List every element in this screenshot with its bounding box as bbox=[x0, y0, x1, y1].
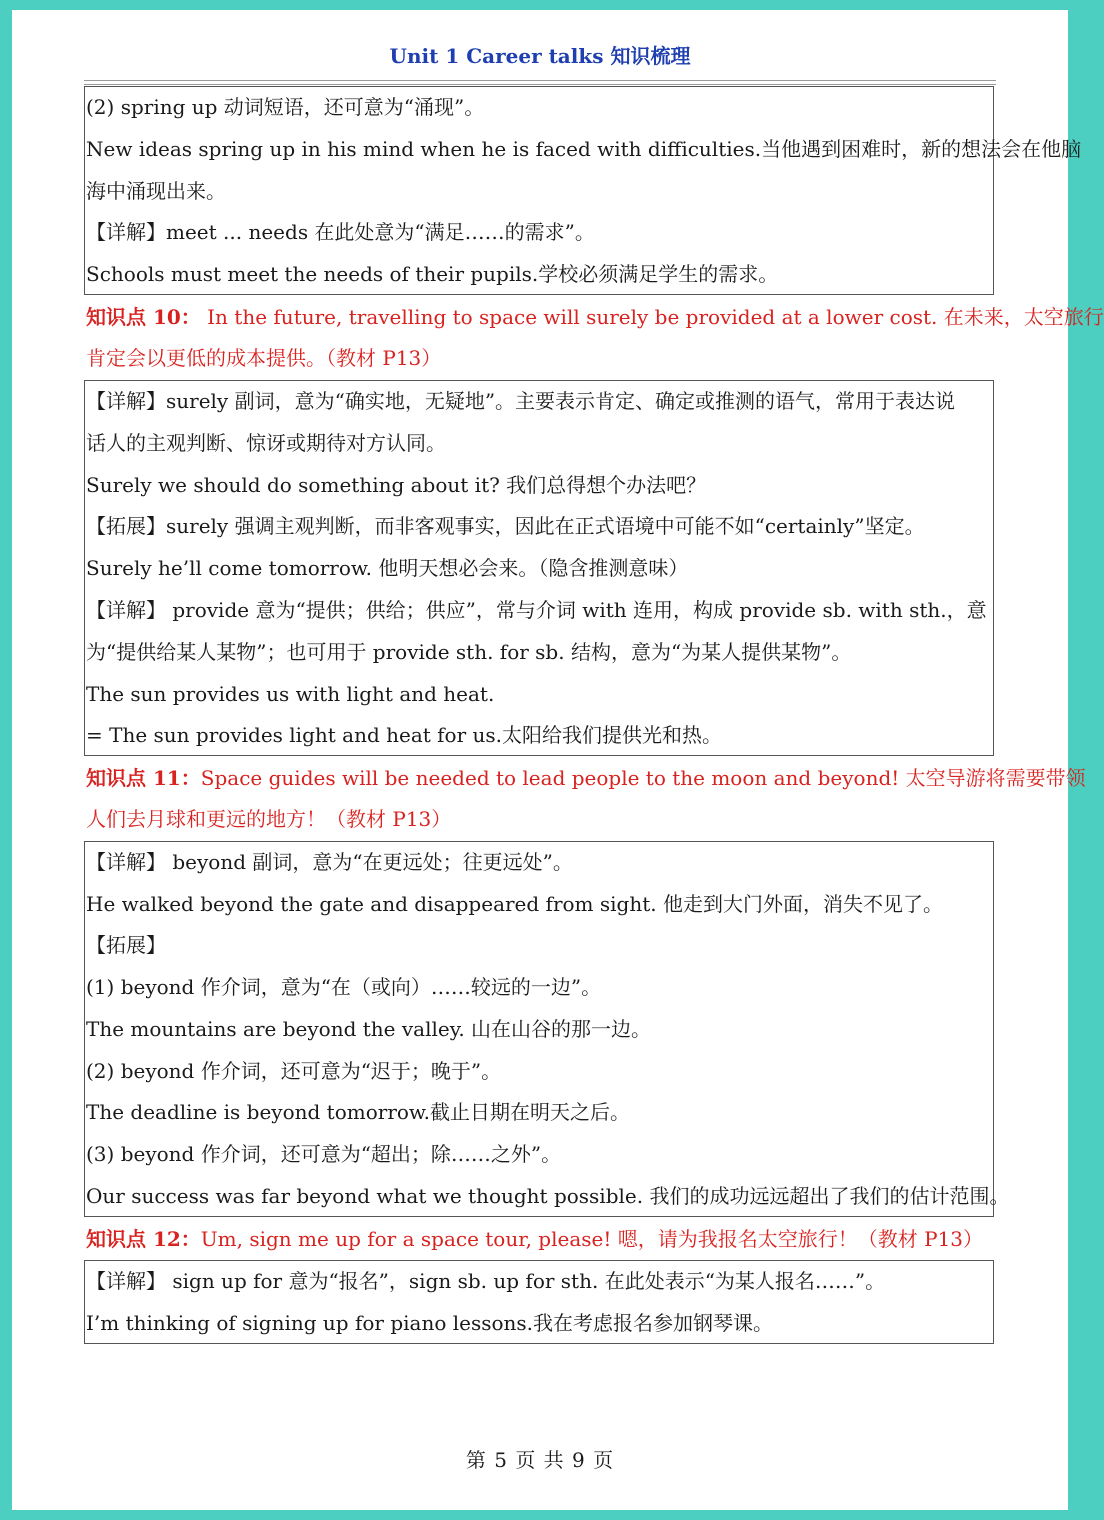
point-text: In the future, travelling to space will surely be provided at a lower cost. 在未来，太空旅行 bbox=[200, 305, 1104, 329]
box3-line: (3) beyond 作介词，还可意为“超出；除……之外”。 bbox=[86, 1142, 562, 1166]
box2-line: 为“提供给某人某物”；也可用于 provide sth. for sb. 结构，意为“为某人提供某物”。 bbox=[86, 640, 852, 664]
box2-line: 【拓展】surely 强调主观判断，而非客观事实，因此在正式语境中可能不如“certainly”坚定。 bbox=[86, 514, 925, 538]
knowledge-point-10-cont: 肯定会以更低的成本提供。（教材 P13） bbox=[86, 346, 442, 370]
box2-line: The sun provides us with light and heat. bbox=[86, 682, 495, 706]
box3-line: 【详解】 beyond 副词，意为“在更远处；往更远处”。 bbox=[86, 850, 573, 874]
box3-line: 【拓展】 bbox=[86, 933, 166, 957]
box4-line: 【详解】 sign up for 意为“报名”，sign sb. up for sth. 在此处表示“为某人报名……”。 bbox=[86, 1269, 886, 1293]
box1-line: 【详解】meet ... needs 在此处意为“满足……的需求”。 bbox=[86, 220, 595, 244]
box1-line: 海中涌现出来。 bbox=[86, 179, 226, 203]
header-rule bbox=[84, 84, 996, 85]
point-label: 知识点 12： bbox=[86, 1227, 201, 1251]
knowledge-point-11 bbox=[86, 757, 1086, 799]
knowledge-point-10 bbox=[86, 296, 1104, 338]
page-number: 第 5 页 共 9 页 bbox=[465, 1448, 615, 1472]
box2-line: 话人的主观判断、惊讶或期待对方认同。 bbox=[86, 431, 446, 455]
box2-line: Surely we should do something about it? 我们总得想个办法吧？ bbox=[86, 473, 707, 497]
point-label: 知识点 10： bbox=[86, 305, 201, 329]
box3-line: The mountains are beyond the valley. 山在山谷的那一边。 bbox=[86, 1017, 652, 1041]
knowledge-point-12 bbox=[86, 1218, 998, 1260]
box2-line: 【详解】 provide 意为“提供；供给；供应”，常与介词 with 连用，构成 provide sb. with sth.，意 bbox=[86, 598, 987, 622]
box2-line: Surely he’ll come tomorrow. 他明天想必会来。（隐含推测意味） bbox=[86, 556, 689, 580]
box3-line: The deadline is beyond tomorrow.截止日期在明天之后。 bbox=[86, 1100, 631, 1124]
box2-line: 【详解】surely 副词，意为“确实地，无疑地”。主要表示肯定、确定或推测的语气，常用于表达说 bbox=[86, 389, 956, 413]
page-title: Unit 1 Career talks 知识梳理 bbox=[389, 44, 691, 68]
point-text: Um, sign me up for a space tour, please! 嗯，请为我报名太空旅行！（教材 P13） bbox=[200, 1227, 984, 1251]
box3-line: (1) beyond 作介词，意为“在（或向）……较远的一边”。 bbox=[86, 975, 602, 999]
box3-line: (2) beyond 作介词，还可意为“迟于；晚于”。 bbox=[86, 1059, 502, 1083]
box1-line: New ideas spring up in his mind when he is faced with difficulties.当他遇到困难时，新的想法会在他脑 bbox=[86, 137, 1082, 161]
knowledge-point-11-cont: 人们去月球和更远的地方！（教材 P13） bbox=[86, 807, 452, 831]
header-rule bbox=[84, 80, 996, 81]
box3-line: He walked beyond the gate and disappeared from sight. 他走到大门外面，消失不见了。 bbox=[86, 892, 943, 916]
box2-line: = The sun provides light and heat for us.太阳给我们提供光和热。 bbox=[86, 723, 723, 747]
box4-line: I’m thinking of signing up for piano lessons.我在考虑报名参加钢琴课。 bbox=[86, 1311, 774, 1335]
point-text: Space guides will be needed to lead people to the moon and beyond! 太空导游将需要带领 bbox=[200, 766, 1086, 790]
box1-line: (2) spring up 动词短语，还可意为“涌现”。 bbox=[86, 95, 485, 119]
box3-line: Our success was far beyond what we thought possible. 我们的成功远远超出了我们的估计范围。 bbox=[86, 1184, 1010, 1208]
point-label: 知识点 11： bbox=[86, 766, 201, 790]
box1-line: Schools must meet the needs of their pupils.学校必须满足学生的需求。 bbox=[86, 262, 779, 286]
